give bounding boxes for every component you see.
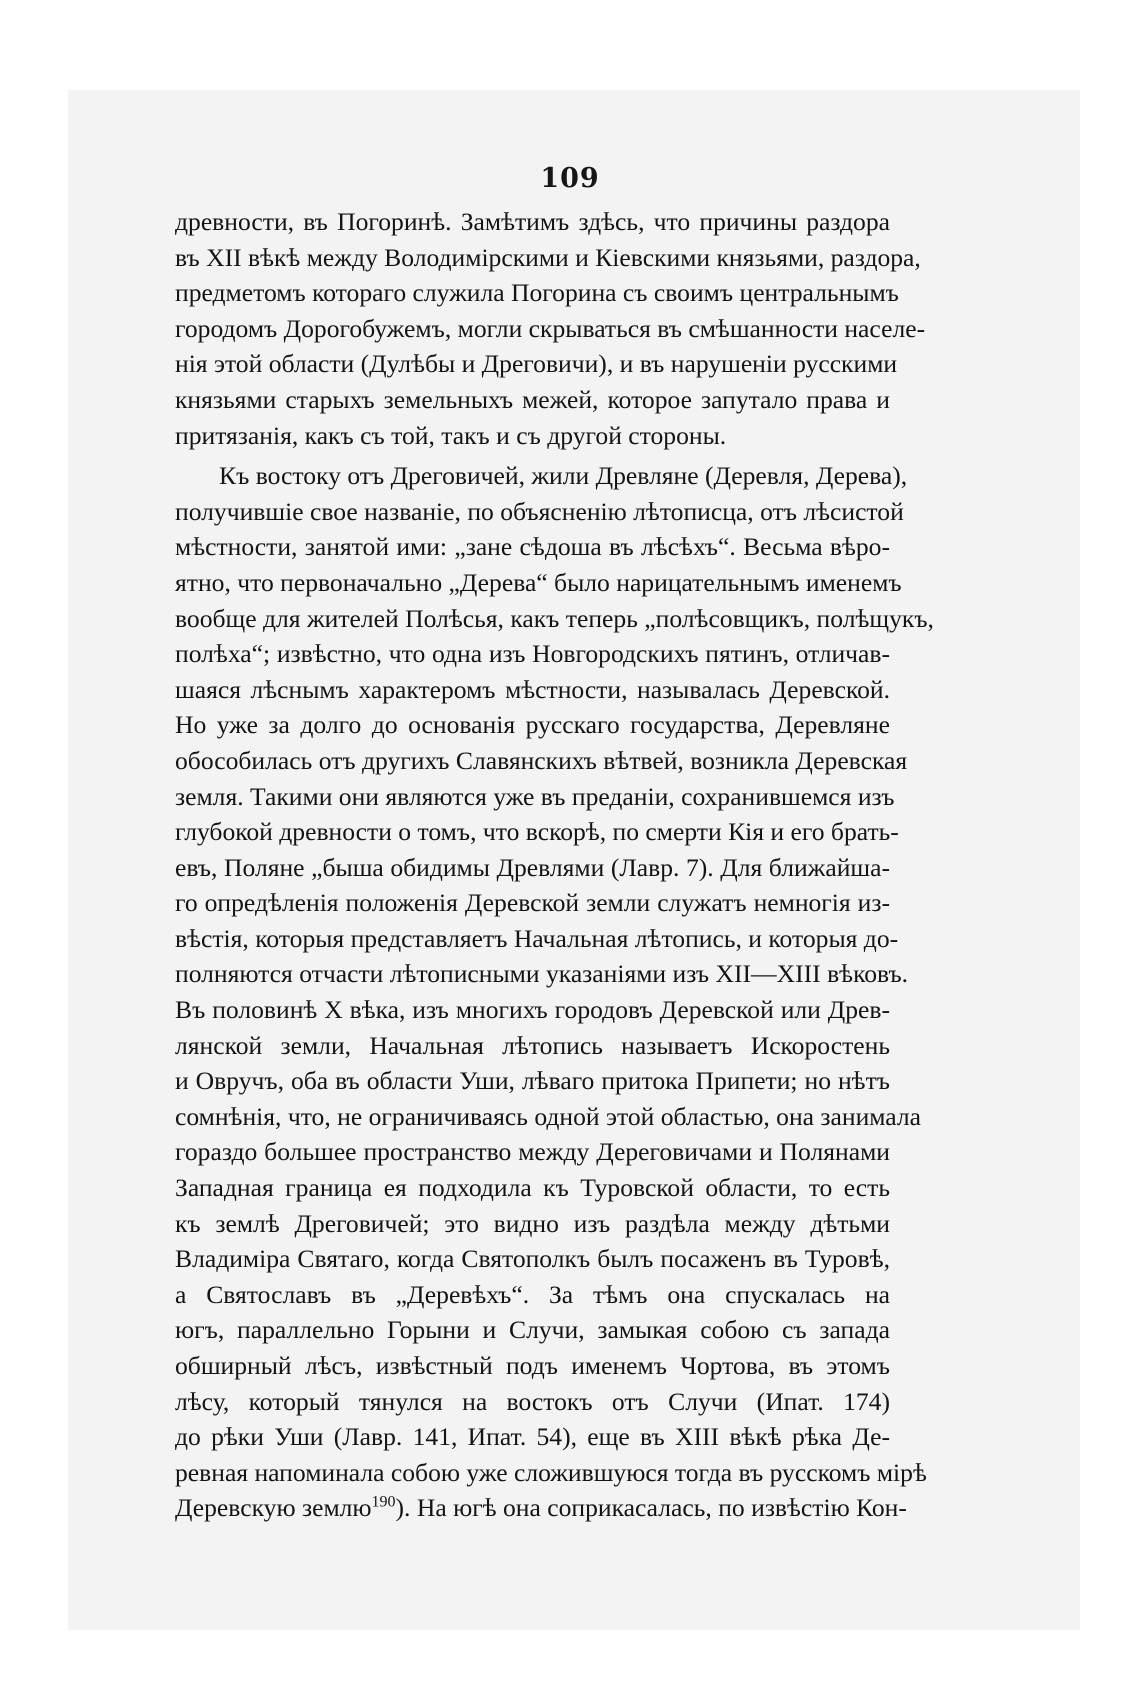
text-line: а Святославъ въ „Деревѣхъ“. За тѣмъ она спускалась на: [175, 1279, 890, 1309]
text-line: Въ половинѣ X вѣка, изъ многихъ городовъ Деревской или Древ-: [175, 995, 890, 1025]
text-line: древности, въ Погоринѣ. Замѣтимъ здѣсь, что причины раздора: [175, 207, 890, 236]
text-line: лянской земли, Начальная лѣтопись называетъ Искоростень: [175, 1030, 890, 1060]
text-line: Западная граница ея подходила къ Туровской области, то есть: [175, 1173, 890, 1203]
text-line-with-footnote: [175, 1490, 907, 1526]
text-line: ревная напоминала собою уже сложившуюся тогда въ русскомъ мірѣ: [175, 1457, 927, 1487]
text-line: въ XII вѣкѣ между Володимірскими и Кіевскими князьями, раздора,: [175, 242, 921, 272]
text-line: полняются отчасти лѣтописными указаніями изъ XII—XIII вѣковъ.: [175, 959, 909, 989]
text-segment: Деревскую землю: [175, 1493, 372, 1523]
text-line: къ землѣ Дреговичей; это видно изъ раздѣла между дѣтьми: [175, 1208, 890, 1238]
text-segment: ). На югѣ она соприкасалась, по извѣстію Кон-: [395, 1493, 907, 1523]
text-line: сомнѣнія, что, не ограничиваясь одной этой областью, она занимала: [175, 1101, 922, 1131]
text-line: обособилась отъ другихъ Славянскихъ вѣтвей, возникла Деревская: [175, 745, 908, 775]
text-line: полѣха“; извѣстно, что одна изъ Новгородскихъ пятинъ, отличав-: [175, 639, 890, 669]
text-line: югъ, параллельно Горыни и Случи, замыкая собою съ запада: [175, 1315, 890, 1345]
text-line: обширный лѣсъ, извѣстный подъ именемъ Чортова, въ этомъ: [175, 1351, 890, 1380]
text-line: князьями старыхъ земельныхъ межей, которое запутало права и: [175, 384, 890, 414]
body-text: [175, 204, 934, 1526]
text-line: го опредѣленія положенія Деревской земли служатъ немногія из-: [175, 888, 890, 918]
text-line: предметомъ котораго служила Погорина съ своимъ центральнымъ: [175, 278, 899, 308]
page-number: 109: [540, 163, 600, 194]
text-line: мѣстности, занятой ими: „зане сѣдоша въ лѣсѣхъ“. Весьма вѣро-: [175, 532, 890, 562]
text-line: нія этой области (Дулѣбы и Дреговичи), и въ нарушеніи русскими: [175, 349, 898, 379]
text-line: и Овручъ, оба въ области Уши, лѣваго притока Припети; но нѣтъ: [175, 1066, 890, 1096]
text-line: притязанія, какъ съ той, такъ и съ другой стороны.: [175, 420, 727, 450]
text-line: гораздо большее пространство между Дереговичами и Полянами: [175, 1137, 890, 1167]
text-line: получившіе свое названіе, по объясненію лѣтописца, отъ лѣсистой: [175, 496, 904, 526]
text-line: Къ востоку отъ Дреговичей, жили Древляне (Деревля, Дерева),: [219, 461, 908, 491]
text-line: глубокой древности о томъ, что вскорѣ, по смерти Кія и его брать-: [175, 817, 899, 847]
text-line: лѣсу, который тянулся на востокъ отъ Случи (Ипат. 174): [175, 1386, 890, 1416]
text-line: евъ, Поляне „быша обидимы Древлями (Лавр. 7). Для ближайша-: [175, 852, 890, 882]
text-line: шаяся лѣснымъ характеромъ мѣстности, называлась Деревской.: [175, 674, 890, 704]
text-line: вѣстія, которыя представляетъ Начальная лѣтопись, и которыя до-: [175, 923, 899, 953]
text-line: городомъ Дорогобужемъ, могли скрываться въ смѣшанности населе-: [175, 313, 926, 343]
text-line: Но уже за долго до основанія русскаго государства, Деревляне: [175, 710, 890, 740]
text-line: вообще для жителей Полѣсья, какъ теперь „полѣсовщикъ, полѣщукъ,: [175, 603, 934, 633]
footnote-reference: 190: [371, 1493, 396, 1511]
text-line: до рѣки Уши (Лавр. 141, Ипат. 54), еще въ XIII вѣкѣ рѣка Де-: [175, 1422, 890, 1452]
text-line: Владиміра Святаго, когда Святополкъ былъ посаженъ въ Туровѣ,: [175, 1244, 890, 1274]
text-line: земля. Такими они являются уже въ преданіи, сохранившемся изъ: [175, 781, 895, 811]
text-line: ятно, что первоначально „Дерева“ было нарицательнымъ именемъ: [175, 567, 902, 597]
